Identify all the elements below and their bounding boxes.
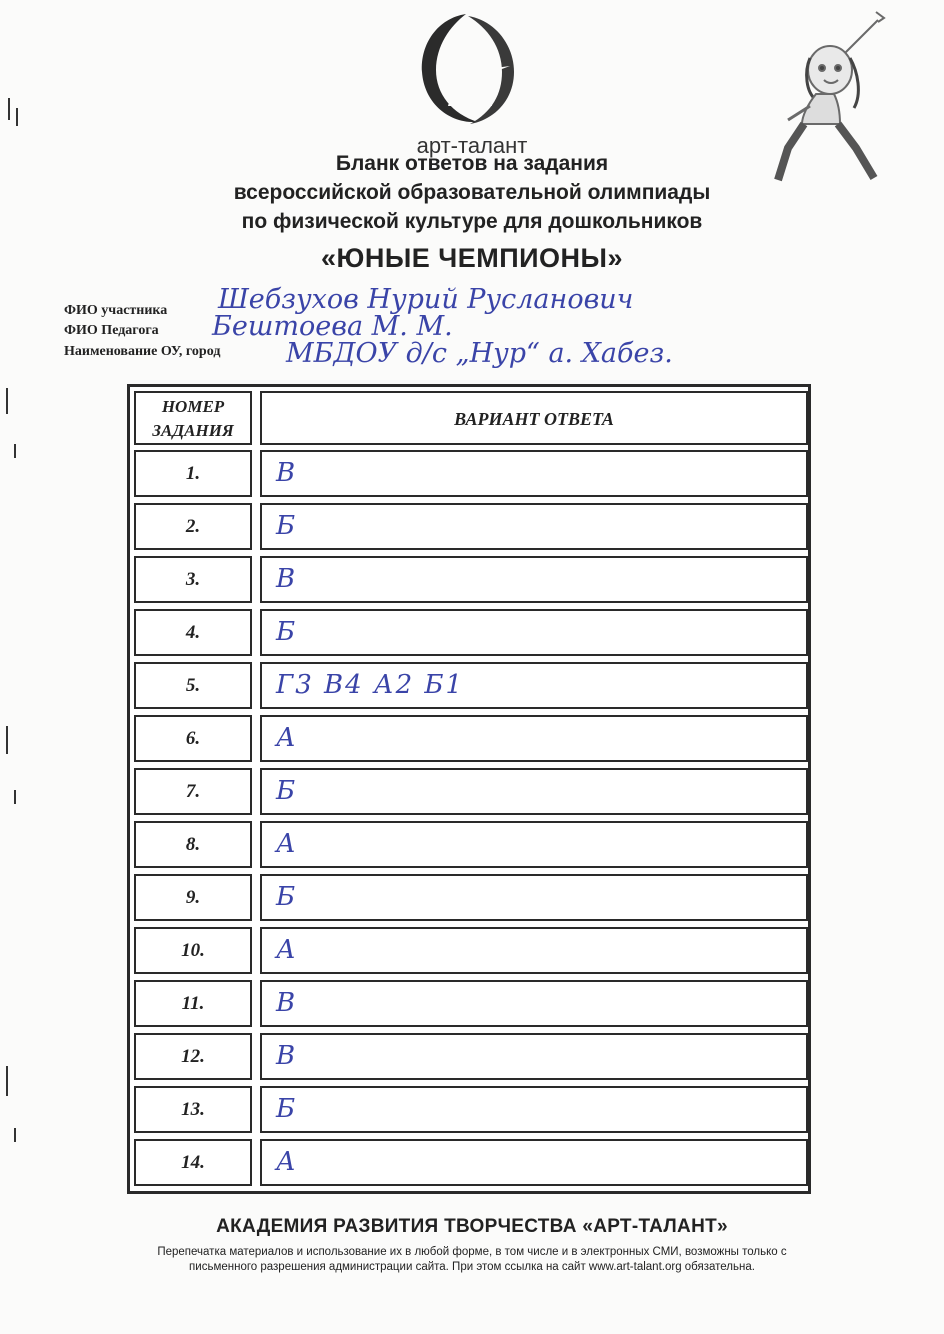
table-row — [130, 768, 808, 815]
title-line-2: всероссийской образовательной олимпиады — [233, 181, 711, 204]
table-row — [130, 662, 808, 709]
table-row — [130, 450, 808, 497]
scan-mark — [6, 388, 8, 414]
scan-mark — [16, 108, 18, 126]
table-row — [130, 1086, 808, 1133]
answer-cell — [260, 503, 808, 550]
answer-cell — [260, 1139, 808, 1186]
task-number: 2. — [134, 503, 252, 550]
task-number: 11. — [134, 980, 252, 1027]
answer-value: В — [276, 988, 298, 1018]
answer-value: Б — [276, 617, 298, 647]
answer-value: Б — [276, 882, 298, 912]
task-number: 10. — [134, 927, 252, 974]
answer-value: Б — [276, 776, 298, 806]
organization-label: Наименование ОУ, город — [64, 344, 221, 359]
answer-cell — [260, 715, 808, 762]
answer-value: Б — [276, 511, 298, 541]
answer-value: А — [276, 723, 298, 753]
answer-cell — [260, 927, 808, 974]
answer-value: А — [276, 1147, 298, 1177]
answer-cell — [260, 821, 808, 868]
participant-name-value: Шебзухов Нурий Русланович — [218, 284, 634, 315]
teacher-name-label: ФИО Педагога — [64, 323, 159, 338]
answer-value: В — [276, 458, 298, 488]
teacher-name-value: Бештоева М. М. — [212, 311, 453, 342]
answer-cell — [260, 609, 808, 656]
column-header-number-line2: ЗАДАНИЯ — [152, 421, 234, 440]
answer-cell — [260, 980, 808, 1027]
table-row — [130, 1139, 808, 1186]
answer-value: А — [276, 935, 298, 965]
task-number: 14. — [134, 1139, 252, 1186]
task-number: 3. — [134, 556, 252, 603]
task-number: 12. — [134, 1033, 252, 1080]
table-row — [130, 874, 808, 921]
answer-cell — [260, 1033, 808, 1080]
art-talant-logo-icon — [418, 10, 518, 128]
task-number: 9. — [134, 874, 252, 921]
task-number: 13. — [134, 1086, 252, 1133]
organization-value: МБДОУ д/с „Нур“ а. Хабез. — [286, 338, 673, 369]
table-row — [130, 609, 808, 656]
answer-cell — [260, 1086, 808, 1133]
table-row — [130, 821, 808, 868]
brand-name: арт-талант — [416, 133, 528, 158]
scan-mark — [14, 1128, 16, 1142]
answer-cell — [260, 556, 808, 603]
answer-value: В — [276, 1041, 298, 1071]
answer-cell — [260, 768, 808, 815]
footer-note-line1: Перепечатка материалов и использование их в любой форме, в том числе и в электронных СМИ, возможны только с — [157, 1246, 787, 1258]
answer-value: А — [276, 829, 298, 859]
task-number: 5. — [134, 662, 252, 709]
task-number: 1. — [134, 450, 252, 497]
answer-value: В — [276, 564, 298, 594]
answer-value: Б — [276, 1094, 298, 1124]
participant-name-label: ФИО участника — [64, 303, 168, 318]
title-line-1: Бланк ответов на задания — [335, 152, 609, 175]
scan-mark — [14, 444, 16, 458]
scan-mark — [6, 726, 8, 754]
olympiad-name: «ЮНЫЕ ЧЕМПИОНЫ» — [320, 243, 624, 273]
scan-mark — [8, 98, 10, 120]
task-number: 6. — [134, 715, 252, 762]
column-header-answer: ВАРИАНТ ОТВЕТА — [260, 391, 808, 445]
table-row — [130, 715, 808, 762]
column-header-number — [134, 391, 252, 445]
task-number: 4. — [134, 609, 252, 656]
column-header-number-line1: НОМЕР — [161, 397, 225, 416]
answer-cell — [260, 874, 808, 921]
table-row — [130, 927, 808, 974]
table-row — [130, 980, 808, 1027]
task-number: 7. — [134, 768, 252, 815]
answer-cell — [260, 450, 808, 497]
footer-note-line2: письменного разрешения администрации сайта. При этом ссылка на сайт www.art-talant.org обязательна. — [189, 1261, 755, 1273]
scan-mark — [14, 790, 16, 804]
table-row — [130, 503, 808, 550]
answer-cell — [260, 662, 808, 709]
answer-value: Г3 В4 А2 Б1 — [276, 670, 465, 700]
task-number: 8. — [134, 821, 252, 868]
scan-mark — [6, 1066, 8, 1096]
answer-table — [127, 384, 811, 1194]
title-line-3: по физической культуре для дошкольников — [241, 210, 703, 233]
table-row — [130, 556, 808, 603]
table-row — [130, 1033, 808, 1080]
footer-note — [80, 1245, 864, 1275]
footer-title: АКАДЕМИЯ РАЗВИТИЯ ТВОРЧЕСТВА «АРТ-ТАЛАНТ» — [216, 1216, 728, 1237]
